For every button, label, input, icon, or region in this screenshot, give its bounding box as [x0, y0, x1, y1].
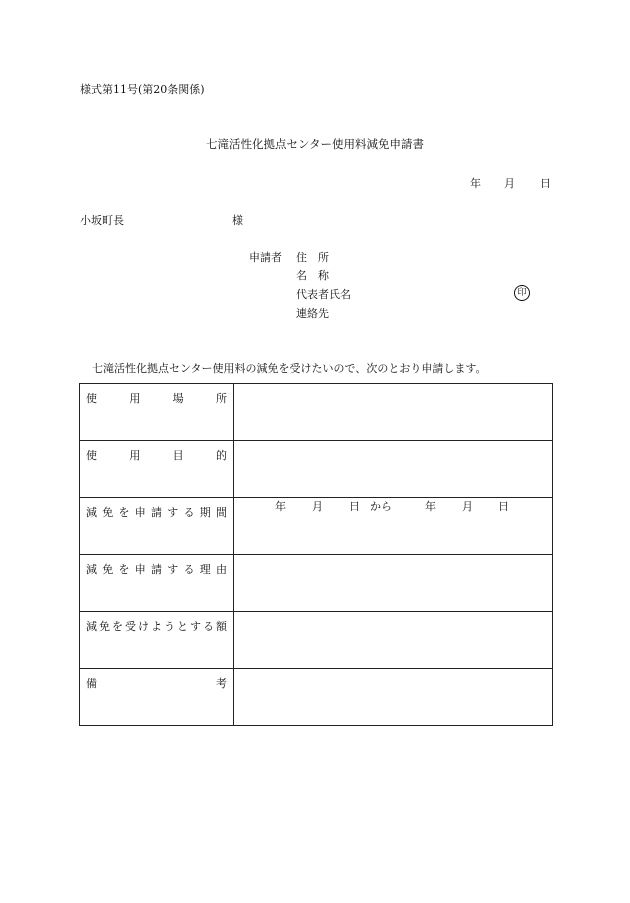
- label-char: 申: [134, 563, 146, 576]
- table-row: [80, 669, 553, 726]
- applicant-label: 申請者: [249, 251, 282, 264]
- period-start-day: 日: [349, 500, 360, 513]
- label-char: 期: [199, 506, 211, 519]
- label-char: を: [118, 563, 130, 576]
- label-char: 的: [215, 449, 227, 462]
- date-day: 日: [540, 177, 551, 190]
- label-char: る: [203, 620, 214, 633]
- label-char: 受: [125, 620, 136, 633]
- label-char: る: [183, 506, 195, 519]
- usage-purpose-field[interactable]: [234, 441, 553, 498]
- label-char: 額: [216, 620, 227, 633]
- row-label-exemption-amount: [80, 612, 234, 669]
- seal-mark: 印: [514, 285, 530, 301]
- period-from: から: [370, 500, 392, 513]
- label-char: 場: [172, 392, 184, 405]
- row-label-usage-purpose: [80, 441, 234, 498]
- label-char: 使: [86, 449, 97, 462]
- label-char: 用: [129, 449, 141, 462]
- label-char: 由: [216, 563, 227, 576]
- label-char: 減: [86, 563, 97, 576]
- usage-place-field[interactable]: [234, 384, 553, 441]
- label-char: よ: [151, 620, 162, 633]
- date-year: 年: [470, 177, 481, 190]
- label-char: 間: [216, 506, 227, 519]
- label-char: 所: [215, 392, 227, 405]
- label-char: 免: [99, 620, 110, 633]
- row-label-exemption-reason: [80, 555, 234, 612]
- form-number: 様式第11号(第20条関係): [80, 83, 205, 96]
- label-char: 免: [102, 563, 114, 576]
- exemption-period-field[interactable]: [234, 498, 553, 555]
- label-char: 減: [86, 506, 97, 519]
- label-char: 使: [86, 392, 97, 405]
- label-char: す: [190, 620, 201, 633]
- row-label-exemption-period: [80, 498, 234, 555]
- addressee: 小坂町長: [80, 214, 124, 227]
- period-start-year: 年: [275, 500, 286, 513]
- contact-label: 連絡先: [296, 307, 329, 320]
- label-char: 備: [86, 677, 97, 690]
- exemption-amount-field[interactable]: [234, 612, 553, 669]
- period-end-day: 日: [498, 500, 509, 513]
- honorific: 様: [232, 214, 243, 227]
- application-table: [79, 383, 553, 726]
- name-label: 名 称: [296, 269, 329, 282]
- period-range: [234, 498, 552, 514]
- exemption-reason-field[interactable]: [234, 555, 553, 612]
- label-char: 申: [134, 506, 146, 519]
- application-date: [470, 175, 551, 191]
- label-char: 請: [151, 563, 162, 576]
- intro-text: 七滝活性化拠点センター使用料の減免を受けたいので、次のとおり申請します。: [92, 362, 487, 375]
- label-char: と: [177, 620, 188, 633]
- label-char: 請: [151, 506, 162, 519]
- period-start-month: 月: [312, 500, 323, 513]
- label-char: を: [118, 506, 130, 519]
- label-char: う: [164, 620, 175, 633]
- label-char: す: [167, 506, 179, 519]
- address-label: 住 所: [296, 251, 329, 264]
- label-char: 免: [102, 506, 114, 519]
- row-label-usage-place: [80, 384, 234, 441]
- table-row: [80, 498, 553, 555]
- label-char: 用: [129, 392, 141, 405]
- label-char: 目: [172, 449, 184, 462]
- label-char: け: [138, 620, 149, 633]
- label-char: る: [183, 563, 195, 576]
- label-char: 考: [216, 677, 227, 690]
- label-char: 理: [199, 563, 211, 576]
- remarks-field[interactable]: [234, 669, 553, 726]
- representative-label: 代表者氏名: [296, 288, 351, 301]
- label-char: を: [112, 620, 123, 633]
- period-end-month: 月: [462, 500, 473, 513]
- table-row: [80, 555, 553, 612]
- document-title: 七滝活性化拠点センター使用料減免申請書: [205, 137, 425, 151]
- table-row: [80, 612, 553, 669]
- table-row: [80, 441, 553, 498]
- date-month: 月: [504, 177, 515, 190]
- label-char: す: [167, 563, 179, 576]
- table-row: [80, 384, 553, 441]
- label-char: 減: [86, 620, 97, 633]
- row-label-remarks: [80, 669, 234, 726]
- period-end-year: 年: [425, 500, 436, 513]
